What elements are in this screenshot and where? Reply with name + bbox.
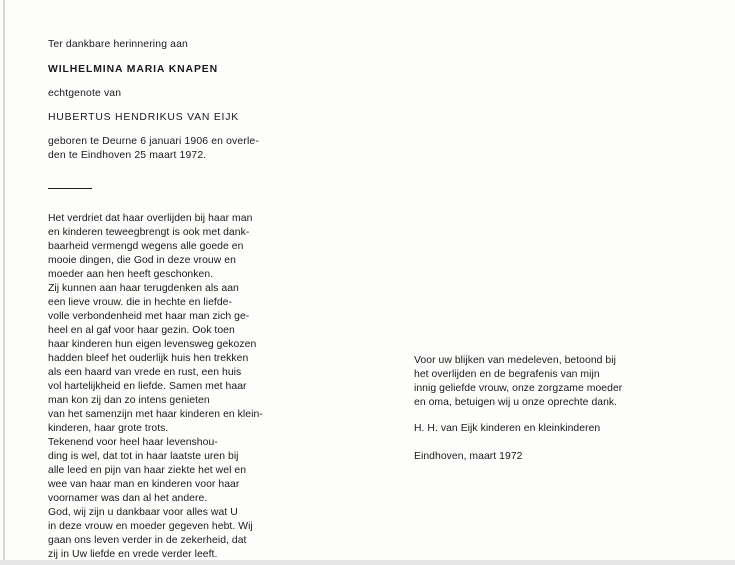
text-line: voornamer was dan al het andere. bbox=[48, 493, 208, 504]
text-line: wee van haar man en kinderen voor haar bbox=[48, 479, 240, 490]
text-line: gaan ons leven verder in de zekerheid, dat bbox=[48, 535, 247, 546]
dates-line: den te Eindhoven 25 maart 1972. bbox=[48, 150, 207, 161]
text-line: kinderen, haar grote trots. bbox=[48, 423, 169, 434]
text-line: haar kinderen hun eigen levensweg gekozen bbox=[48, 339, 257, 350]
place-date: Eindhoven, maart 1972 bbox=[414, 451, 523, 462]
card-left-edge bbox=[3, 0, 5, 565]
text-line: baarheid vermengd wegens alle goede en bbox=[48, 241, 244, 252]
spouse-name: HUBERTUS HENDRIKUS VAN EIJK bbox=[48, 112, 239, 123]
text-line: volle verbondenheid met haar man zich ge- bbox=[48, 311, 250, 322]
text-line: ding is wel, dat tot in haar laatste uren bij bbox=[48, 451, 239, 462]
relation-text: echtgenote van bbox=[48, 88, 122, 99]
text-line: man kon zij dan zo intens genieten bbox=[48, 395, 210, 406]
text-line: als een haard van vrede en rust, een huis bbox=[48, 367, 242, 378]
text-line: God, wij zijn u dankbaar voor alles wat U bbox=[48, 507, 238, 518]
thanks-line: innig geliefde vrouw, onze zorgzame moeder bbox=[414, 383, 623, 394]
thanks-line: het overlijden en de begrafenis van mijn bbox=[414, 369, 600, 380]
text-line: Het verdriet dat haar overlijden bij haar man bbox=[48, 213, 253, 224]
left-column bbox=[48, 38, 333, 562]
right-column bbox=[414, 354, 704, 464]
text-line: mooie dingen, die God in deze vrouw en bbox=[48, 255, 236, 266]
text-line: een lieve vrouw. die in hechte en liefde- bbox=[48, 297, 233, 308]
text-line: moeder aan hen heeft geschonken. bbox=[48, 269, 214, 280]
text-line: in deze vrouw en moeder gegeven hebt. Wij bbox=[48, 521, 253, 532]
text-line: Zij kunnen aan haar terugdenken als aan bbox=[48, 283, 239, 294]
text-line: hadden bleef het ouderlijk huis hen trekken bbox=[48, 353, 249, 364]
divider-dash bbox=[48, 188, 92, 189]
text-line: alle leed en pijn van haar ziekte het wel en bbox=[48, 465, 247, 476]
text-line: en kinderen teweegbrengt is ook met dank- bbox=[48, 227, 250, 238]
memorial-text bbox=[48, 212, 333, 562]
intro-text: Ter dankbare herinnering aan bbox=[48, 39, 188, 50]
family-signature: H. H. van Eijk kinderen en kleinkinderen bbox=[414, 423, 601, 434]
thanks-line: en oma, betuigen wij u onze oprechte dank. bbox=[414, 397, 618, 408]
dates-line: geboren te Deurne 6 januari 1906 en overle- bbox=[48, 136, 259, 147]
text-line: zij in Uw liefde en vrede verder leeft. bbox=[48, 549, 218, 560]
text-line: heel en al gaf voor haar gezin. Ook toen bbox=[48, 325, 235, 336]
text-line: vol hartelijkheid en liefde. Samen met haar bbox=[48, 381, 247, 392]
thanks-line: Voor uw blijken van medeleven, betoond bij bbox=[414, 355, 616, 366]
text-line: van het samenzijn met haar kinderen en klein- bbox=[48, 409, 263, 420]
text-line: Tekenend voor heel haar levenshou- bbox=[48, 437, 218, 448]
thanks-text bbox=[414, 354, 704, 410]
deceased-name: WILHELMINA MARIA KNAPEN bbox=[48, 64, 219, 75]
birth-death-dates bbox=[48, 135, 333, 163]
